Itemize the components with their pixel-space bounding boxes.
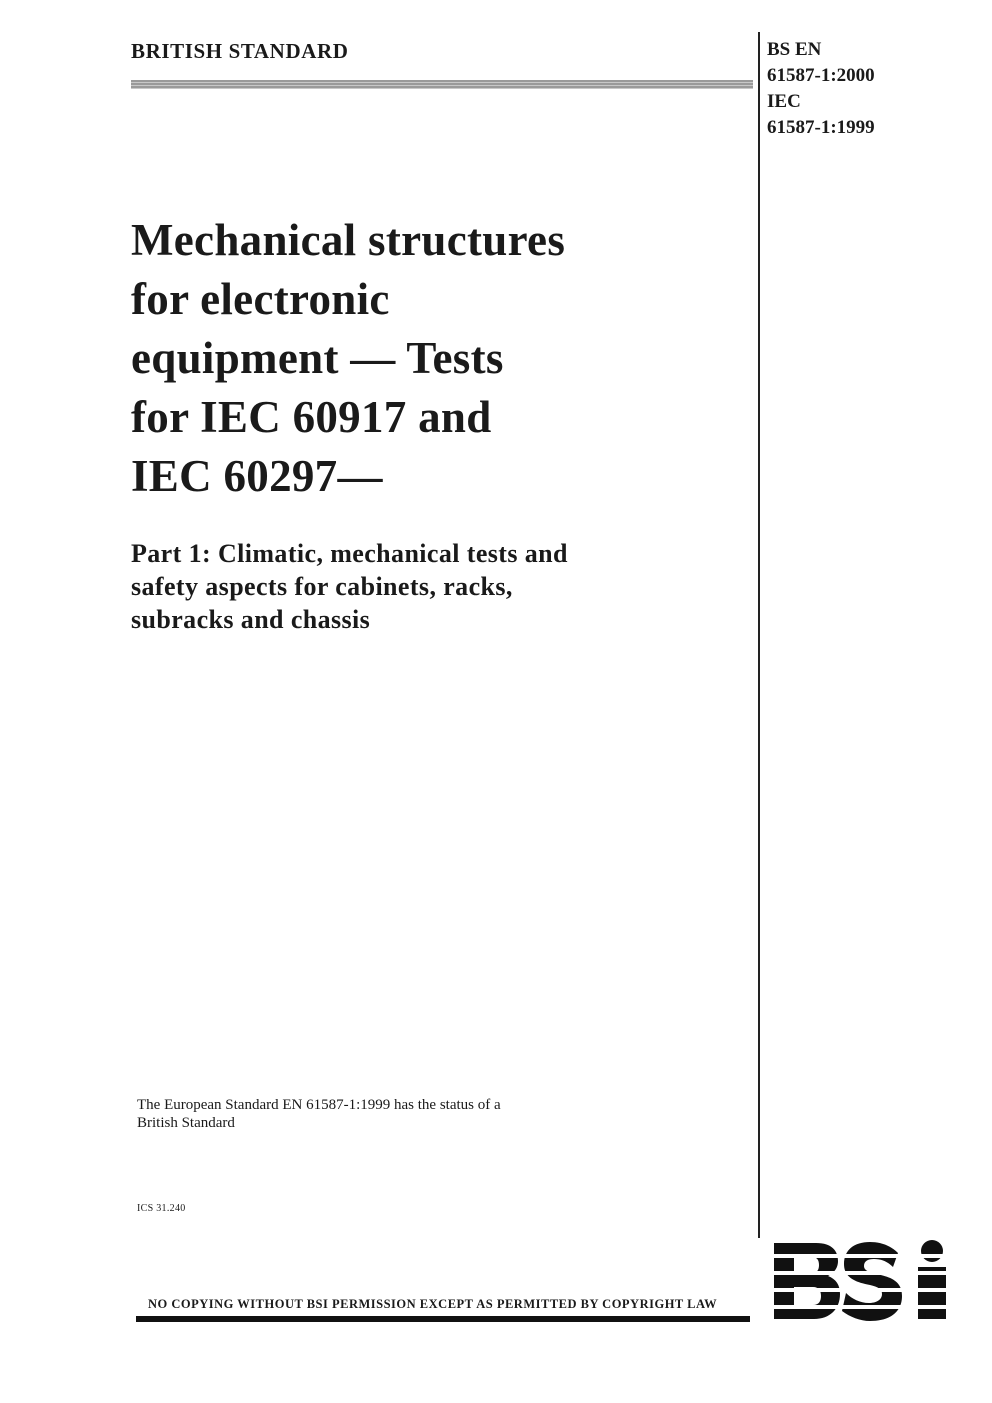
- document-title: [131, 211, 751, 506]
- copyright-notice: NO COPYING WITHOUT BSI PERMISSION EXCEPT AS PERMITTED BY COPYRIGHT LAW: [148, 1297, 718, 1311]
- column-divider: [758, 32, 760, 1238]
- bsi-logo-icon: [772, 1237, 950, 1325]
- document-subtitle: [131, 537, 751, 636]
- standard-number-line: 61587-1:2000: [767, 65, 875, 86]
- subtitle-line: Part 1: Climatic, mechanical tests and: [131, 539, 568, 568]
- standard-number-line: BS EN: [767, 39, 822, 60]
- ics-code: ICS 31.240: [137, 1203, 186, 1214]
- title-line: for IEC 60917 and: [131, 392, 492, 442]
- title-line: Mechanical structures: [131, 215, 566, 265]
- subtitle-line: safety aspects for cabinets, racks,: [131, 572, 513, 601]
- header-rule: [131, 80, 753, 89]
- standard-number-line: 61587-1:1999: [767, 117, 875, 138]
- status-note-line: The European Standard EN 61587-1:1999 has the status of a: [137, 1097, 501, 1113]
- standard-numbers: [767, 37, 875, 141]
- status-note-line: British Standard: [137, 1115, 235, 1131]
- title-line: IEC 60297—: [131, 451, 383, 501]
- title-line: for electronic: [131, 274, 390, 324]
- status-note: [137, 1096, 577, 1132]
- standard-number-line: IEC: [767, 91, 801, 112]
- footer-rule: [136, 1316, 750, 1322]
- series-label: BRITISH STANDARD: [131, 39, 349, 63]
- subtitle-line: subracks and chassis: [131, 605, 371, 634]
- title-line: equipment — Tests: [131, 333, 504, 383]
